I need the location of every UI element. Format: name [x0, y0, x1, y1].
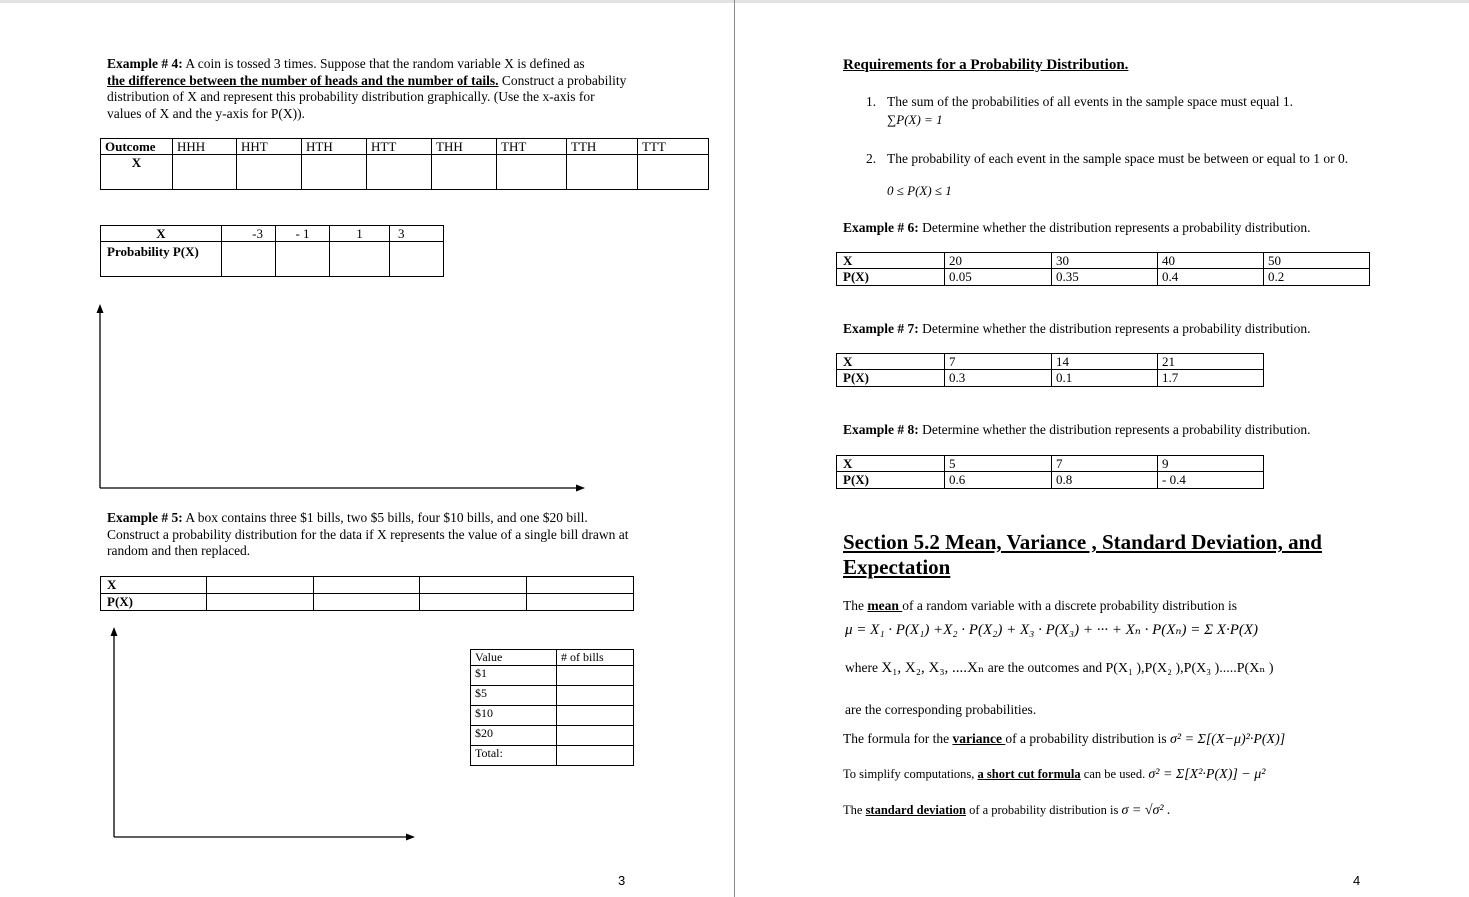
table-x-label: X [837, 354, 945, 370]
example-4-text: Example # 4: A coin is tossed 3 times. Suppose that the random variable X is defined as the difference between the number of heads and the number of tails. Construct a probability distribution of X and represent this probability distribution graphically. (Use the x-axis for values of X and the y-axis for P(X)). [107, 56, 627, 121]
graph-axes-1 [92, 302, 588, 494]
example-6-label: Example # 6: [843, 220, 919, 235]
table-p-label: P(X) [837, 472, 945, 489]
example-8-table [836, 455, 1264, 489]
ex6-x-value: 30 [1052, 253, 1158, 269]
prob-x-label: X [101, 226, 222, 242]
outcome-cell: TTT [638, 139, 709, 155]
requirements-title: Requirements for a Probability Distribution. [843, 57, 1129, 73]
outcome-cell: THT [497, 139, 567, 155]
example-7-label: Example # 7: [843, 321, 919, 336]
bills-table [470, 649, 634, 766]
ex7-p-value: 0.1 [1052, 370, 1158, 387]
mean-term: mean [867, 598, 903, 613]
stdev-text: The standard deviation of a probability distribution is σ = √σ² . [843, 803, 1171, 818]
variance-text: The formula for the variance of a probability distribution is σ² = Σ[(X−μ)²·P(X)] [843, 731, 1286, 747]
outcome-cell: HTT [367, 139, 432, 155]
bills-row: $5 [471, 686, 557, 706]
stdev-term: standard deviation [865, 803, 966, 817]
bills-row: $1 [471, 666, 557, 686]
table-x-label: X [837, 456, 945, 472]
example-8-text: Example # 8: Determine whether the distribution represents a probability distribution. [843, 422, 1311, 437]
ex8-p-value: - 0.4 [1158, 472, 1264, 489]
example-4-definition: the difference between the number of heads and the number of tails. [107, 72, 499, 88]
ex5-x-label: X [101, 577, 207, 594]
prob-p-label: Probability P(X) [101, 242, 222, 277]
ex8-p-value: 0.8 [1052, 472, 1158, 489]
ex5-p-label: P(X) [101, 594, 207, 611]
outcome-cell: HTH [302, 139, 367, 155]
table-x-label: X [837, 253, 945, 269]
outcome-table [100, 138, 709, 190]
req1-formula: ∑P(X) = 1 [887, 112, 943, 127]
page-divider [734, 0, 735, 897]
mean-text: The mean of a random variable with a discrete probability distribution is [843, 598, 1238, 613]
example-4-label: Example # 4: [107, 56, 183, 71]
example-5-label: Example # 5: [107, 510, 183, 525]
variance-term: variance [952, 731, 1006, 746]
variance-formula: σ² = Σ[(X−μ)²·P(X)] [1169, 732, 1286, 747]
example-7-text: Example # 7: Determine whether the distribution represents a probability distribution. [843, 321, 1311, 336]
ex7-x-value: 14 [1052, 354, 1158, 370]
corresponding-text: are the corresponding probabilities. [845, 702, 1037, 717]
shortcut-term: a short cut formula [977, 767, 1081, 781]
example-5-table [100, 576, 634, 611]
bills-row-total: Total: [471, 746, 557, 766]
ex6-x-value: 50 [1264, 253, 1370, 269]
bills-header-value: Value [471, 650, 557, 666]
bills-row: $10 [471, 706, 557, 726]
prob-x-value: - 1 [276, 226, 330, 242]
example-7-table [836, 353, 1264, 387]
ex6-p-value: 0.4 [1158, 269, 1264, 286]
graph-axes-2 [105, 624, 421, 844]
ex8-x-value: 9 [1158, 456, 1264, 472]
outcome-header: Outcome [101, 139, 173, 155]
bills-row: $20 [471, 726, 557, 746]
page-number-left: 3 [618, 873, 626, 888]
ex6-p-value: 0.05 [945, 269, 1052, 286]
example-5-text: Example # 5: A box contains three $1 bills, two $5 bills, four $10 bills, and one $20 bill. Construct a probability distribution for the data if X represents the value of a single bill drawn at random and then replaced. [107, 510, 629, 558]
example-6-text: Example # 6: Determine whether the distribution represents a probability distribution. [843, 220, 1311, 235]
prob-x-value: 3 [390, 226, 444, 242]
outcomes-text: where X₁, X₂, X₃, ....Xₙ are the outcomes and P(X₁ ),P(X₂ ),P(X₃ ).....P(Xₙ ) [845, 660, 1274, 676]
outcome-cell: TTH [567, 139, 638, 155]
probability-table [100, 225, 444, 277]
mean-formula: μ = X₁ · P(X₁) +X₂ · P(X₂) + X₃ · P(X₃) + ··· + Xₙ · P(Xₙ) = Σ X·P(X) [845, 622, 1259, 638]
ex7-x-value: 7 [945, 354, 1052, 370]
req2-number: 2. [866, 151, 877, 166]
ex7-p-value: 0.3 [945, 370, 1052, 387]
ex6-p-value: 0.35 [1052, 269, 1158, 286]
ex8-x-value: 5 [945, 456, 1052, 472]
req2-formula: 0 ≤ P(X) ≤ 1 [887, 183, 952, 198]
prob-x-value: 1 [330, 226, 390, 242]
shortcut-text: To simplify computations, a short cut formula can be used. σ² = Σ[X²·P(X)] − μ² [843, 767, 1266, 782]
ex6-p-value: 0.2 [1264, 269, 1370, 286]
ex6-x-value: 20 [945, 253, 1052, 269]
req1-number: 1. [866, 94, 877, 109]
req1-text: The sum of the probabilities of all events in the sample space must equal 1. [887, 94, 1294, 109]
prob-x-value: -3 [222, 226, 276, 242]
outcome-cell: THH [432, 139, 497, 155]
probabilities-list: P(X₁ ),P(X₂ ),P(X₃ ).....P(Xₙ ) [1105, 661, 1274, 676]
ex8-x-value: 7 [1052, 456, 1158, 472]
section-5-2-title: Section 5.2 Mean, Variance , Standard Deviation, and Expectation [843, 530, 1322, 579]
ex6-x-value: 40 [1158, 253, 1264, 269]
page-number-right: 4 [1353, 873, 1361, 888]
ex7-p-value: 1.7 [1158, 370, 1264, 387]
req2-text: The probability of each event in the sample space must be between or equal to 1 or 0. [887, 151, 1349, 166]
outcomes-list: X₁, X₂, X₃, ....Xₙ [881, 660, 985, 676]
example-8-label: Example # 8: [843, 422, 919, 437]
example-6-table [836, 252, 1370, 286]
outcome-cell: HHT [237, 139, 302, 155]
table-p-label: P(X) [837, 370, 945, 387]
ex8-p-value: 0.6 [945, 472, 1052, 489]
table-p-label: P(X) [837, 269, 945, 286]
ex7-x-value: 21 [1158, 354, 1264, 370]
outcome-x-label: X [101, 155, 173, 190]
outcome-cell: HHH [173, 139, 237, 155]
bills-header-count: # of bills [557, 650, 634, 666]
stdev-formula: σ = √σ² . [1121, 803, 1171, 818]
shortcut-formula: σ² = Σ[X²·P(X)] − μ² [1148, 767, 1266, 782]
